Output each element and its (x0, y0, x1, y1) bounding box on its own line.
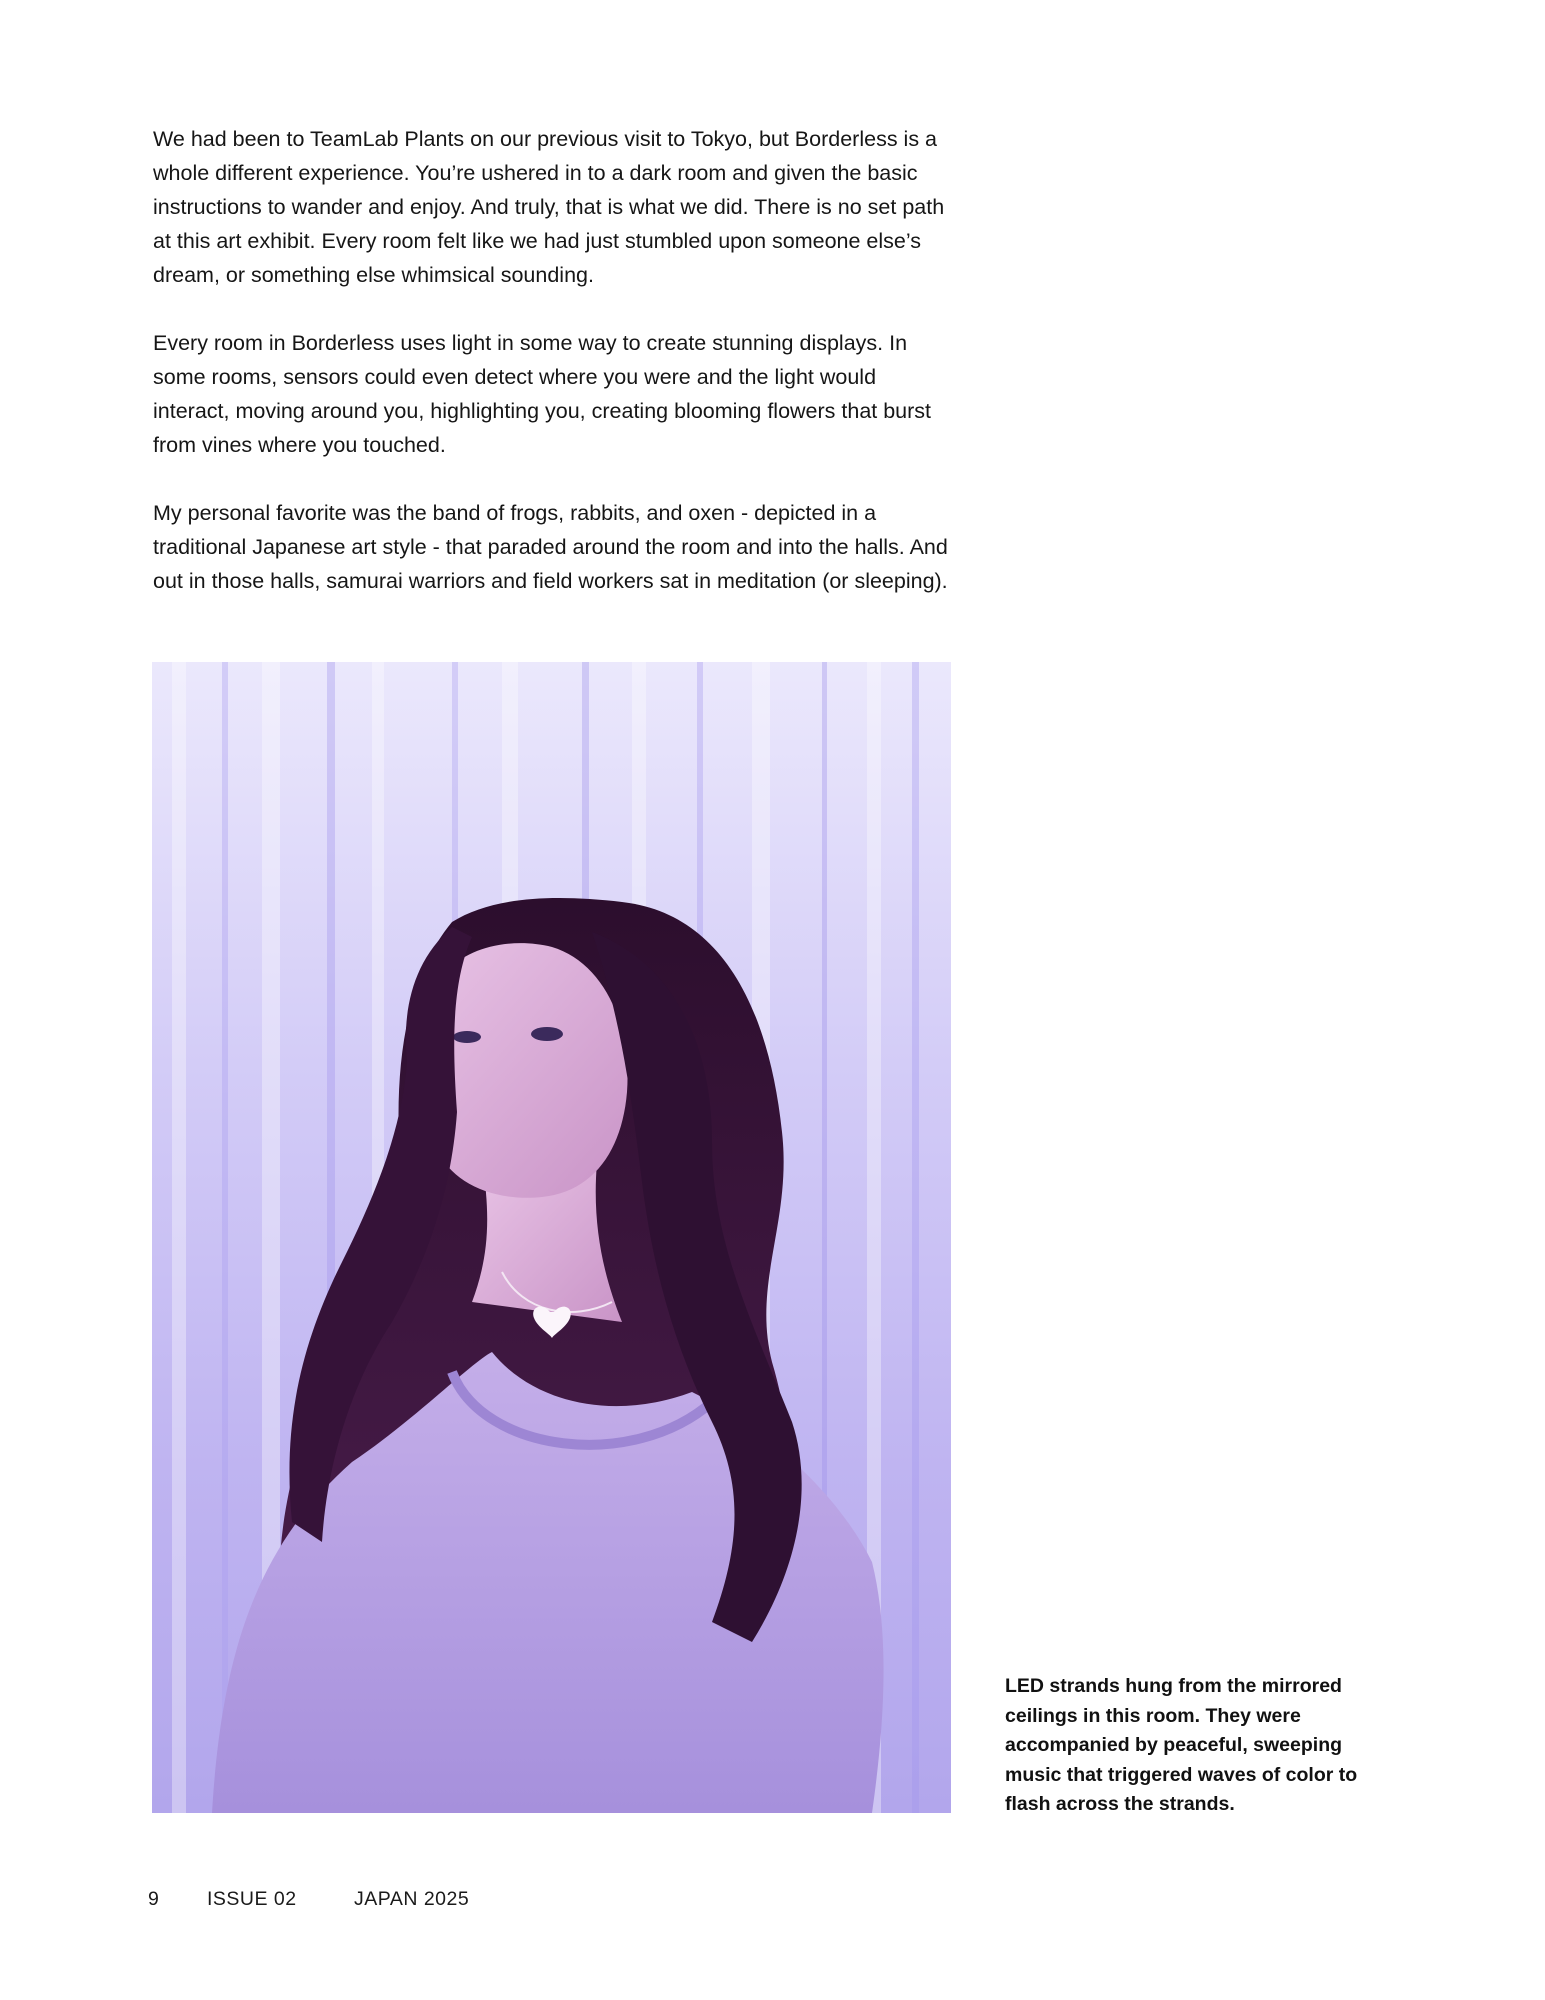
article-paragraph-2: Every room in Borderless uses light in some way to create stunning displays. In some rooms, sensors could even detect where you were and the light would interact, moving around you, highlighting you, creating blooming flowers that burst from vines where you touched. (153, 331, 932, 457)
portrait-photo (152, 662, 951, 1813)
eye-left (453, 1031, 481, 1043)
article-paragraph-1: We had been to TeamLab Plants on our previous visit to Tokyo, but Borderless is a whole different experience. You’re ushered in to a dark room and given the basic instructions to wander and enjoy. And truly, that is what we did. There is no set path at this art exhibit. Every room felt like we had just stumbled upon someone else’s dream, or something else whimsical sounding. (153, 127, 945, 287)
eye-right (531, 1027, 563, 1041)
article-body (153, 122, 953, 632)
article-paragraph-3: My personal favorite was the band of frogs, rabbits, and oxen - depicted in a traditional Japanese art style - that paraded around the room and into the halls. And out in those halls, samurai warriors and field workers sat in meditation (or sleeping). (153, 501, 948, 593)
photo-caption: LED strands hung from the mirrored ceilings in this room. They were accompanied by peaceful, sweeping music that triggered waves of color to flash across the strands. (1005, 1675, 1358, 1815)
portrait-illustration (152, 662, 951, 1813)
page-number: 9 (148, 1888, 160, 1910)
issue-label: ISSUE 02 (207, 1888, 297, 1910)
edition-label: JAPAN 2025 (354, 1888, 470, 1910)
